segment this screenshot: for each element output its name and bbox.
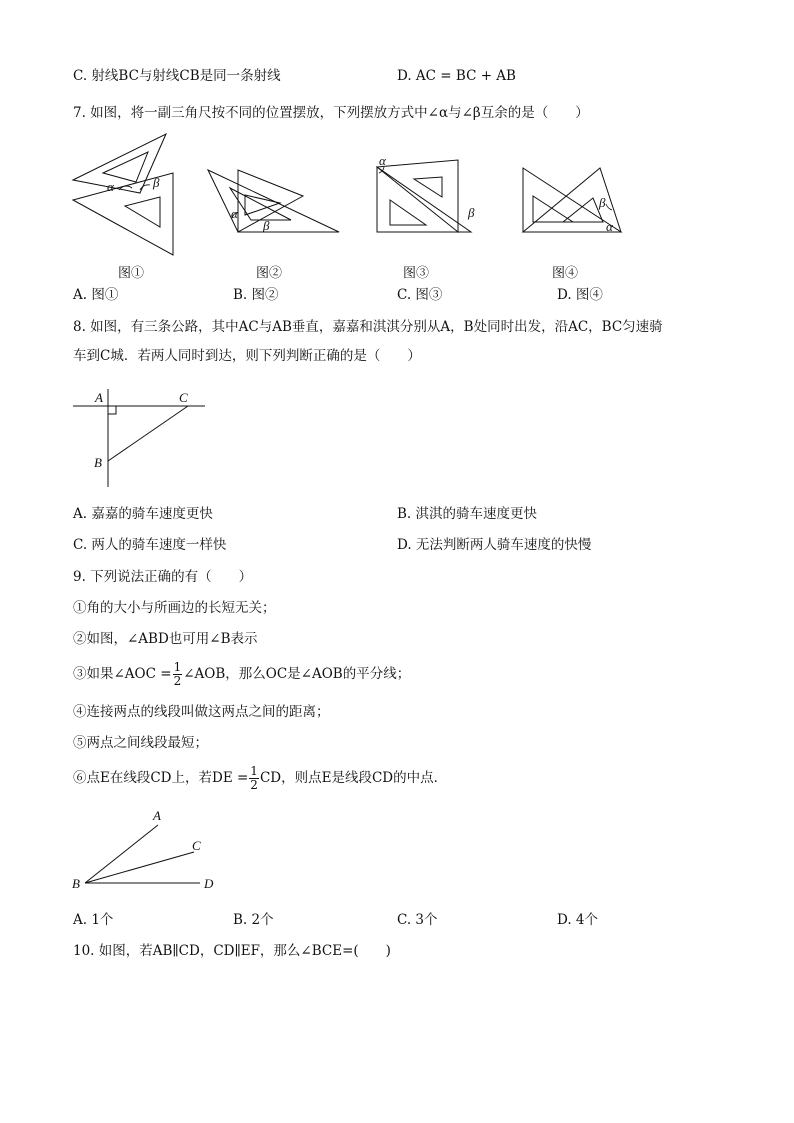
q7-figure-4 bbox=[518, 160, 628, 240]
q8-option-c: C. 两人的骑车速度一样快 bbox=[73, 537, 227, 553]
q9-s6-post: CD，则点E是线段CD的中点． bbox=[259, 770, 448, 786]
q9-label-b: B bbox=[72, 876, 80, 891]
q8-option-a: A. 嘉嘉的骑车速度更快 bbox=[73, 506, 213, 522]
q9-label-c: C bbox=[192, 838, 201, 853]
q10-stem: 10. 如图，若AB∥CD，CD∥EF，那么∠BCE=( ) bbox=[73, 943, 391, 959]
q7-caption-2: 图② bbox=[256, 266, 283, 281]
q6-option-d: D. AC = BC + AB bbox=[397, 68, 516, 84]
q7-caption-4: 图④ bbox=[552, 266, 579, 281]
q7-fig2-alpha-label: α bbox=[231, 206, 238, 221]
q7-fig4-alpha-label: α bbox=[606, 219, 613, 234]
q8-label-a: A bbox=[95, 390, 103, 405]
q7-fig1-alpha-label: α bbox=[107, 179, 114, 194]
q9-statement-3 bbox=[73, 656, 410, 692]
q9-statement-4: ④连接两点的线段叫做这两点之间的距离； bbox=[73, 704, 330, 720]
q7-figure-2 bbox=[205, 160, 345, 240]
q7-option-d: D. 图④ bbox=[557, 287, 603, 303]
q8-stem-line-2: 车到C城．若两人同时到达，则下列判断正确的是（ ） bbox=[73, 348, 421, 364]
q9-s3-fraction bbox=[173, 661, 183, 688]
q9-s3-post: ∠AOB，那么OC是∠AOB的平分线； bbox=[183, 666, 411, 682]
q9-option-b: B. 2个 bbox=[233, 912, 274, 928]
q7-figure-1 bbox=[70, 130, 190, 260]
q9-s6-pre: ⑥点E在线段CD上，若DE = bbox=[73, 770, 249, 786]
q9-label-d: D bbox=[204, 876, 214, 891]
q9-label-a: A bbox=[153, 808, 161, 823]
q9-s6-numerator: 1 bbox=[250, 764, 258, 778]
q8-stem-line-1: 8. 如图，有三条公路，其中AC与AB垂直，嘉嘉和淇淇分别从A，B处同时出发，沿AC，BC匀速骑 bbox=[73, 319, 663, 335]
q7-fig1-beta-label: β bbox=[153, 175, 160, 190]
q7-option-b: B. 图② bbox=[233, 287, 279, 303]
q8-figure bbox=[70, 385, 210, 495]
q8-label-b: B bbox=[94, 455, 102, 470]
q7-stem: 7. 如图，将一副三角尺按不同的位置摆放，下列摆放方式中∠α与∠β互余的是（ ） bbox=[73, 105, 589, 121]
q9-s3-numerator: 1 bbox=[173, 660, 182, 674]
q8-option-d: D. 无法判断两人骑车速度的快慢 bbox=[397, 537, 592, 553]
q9-stem: 9. 下列说法正确的有（ ） bbox=[73, 569, 253, 585]
q9-statement-6 bbox=[73, 760, 447, 796]
q9-statement-5: ⑤两点之间线段最短； bbox=[73, 735, 208, 751]
q8-label-c: C bbox=[179, 390, 188, 405]
q8-option-b: B. 淇淇的骑车速度更快 bbox=[397, 506, 538, 522]
q9-option-a: A. 1个 bbox=[73, 912, 114, 928]
q7-fig2-beta-label: β bbox=[263, 218, 270, 233]
q7-caption-1: 图① bbox=[118, 266, 145, 281]
q6-option-c: C. 射线BC与射线CB是同一条射线 bbox=[73, 68, 281, 84]
q9-s6-fraction bbox=[249, 765, 259, 792]
q7-caption-3: 图③ bbox=[403, 266, 430, 281]
q9-option-d: D. 4个 bbox=[557, 912, 599, 928]
q9-statement-2: ②如图，∠ABD也可用∠B表示 bbox=[73, 631, 258, 647]
q7-fig3-beta-label: β bbox=[468, 205, 475, 220]
q9-s3-denominator: 2 bbox=[173, 674, 182, 688]
q9-figure bbox=[70, 808, 230, 893]
q9-option-c: C. 3个 bbox=[397, 912, 438, 928]
q9-s3-pre: ③如果∠AOC = bbox=[73, 666, 172, 682]
q7-fig3-alpha-label: α bbox=[379, 153, 386, 168]
q9-statement-1: ①角的大小与所画边的长短无关； bbox=[73, 600, 276, 616]
q7-fig4-beta-label: β bbox=[599, 195, 606, 210]
q9-s6-denominator: 2 bbox=[250, 778, 258, 792]
q7-figure-3 bbox=[370, 155, 480, 235]
q7-option-a: A. 图① bbox=[73, 287, 119, 303]
q7-option-c: C. 图③ bbox=[397, 287, 443, 303]
